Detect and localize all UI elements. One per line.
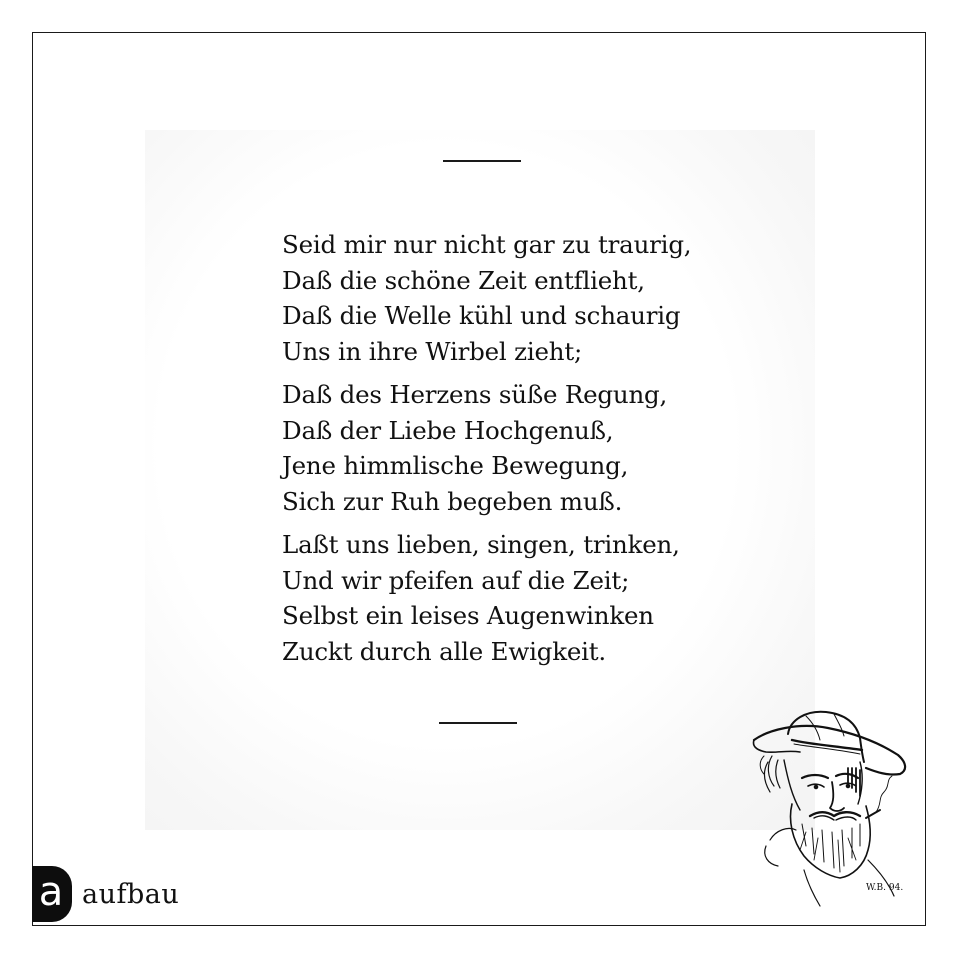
poem bbox=[282, 227, 691, 669]
poem-line: Seid mir nur nicht gar zu traurig, bbox=[282, 230, 692, 259]
logo-letter: a bbox=[38, 869, 64, 915]
poem-line: Sich zur Ruh begeben muß. bbox=[282, 486, 623, 516]
poem-line: Daß der Liebe Hochgenuß, bbox=[282, 415, 614, 445]
bottom-divider bbox=[439, 722, 517, 724]
stanza-2 bbox=[282, 377, 691, 519]
illustration-signature: W.B. 94. bbox=[866, 883, 904, 893]
poem-line: Daß des Herzens süße Regung, bbox=[282, 380, 668, 409]
poem-line: Daß die Welle kühl und schaurig bbox=[282, 301, 681, 330]
top-divider bbox=[443, 160, 521, 162]
poem-line: Zuckt durch alle Ewigkeit. bbox=[282, 636, 607, 666]
poem-line: Und wir pfeifen auf die Zeit; bbox=[282, 565, 630, 595]
poem-line: Laßt uns lieben, singen, trinken, bbox=[282, 530, 680, 559]
publisher-name: aufbau bbox=[82, 878, 180, 910]
poem-line: Jene himmlische Bewegung, bbox=[282, 451, 629, 480]
portrait-sketch-illustration bbox=[748, 700, 918, 910]
stanza-1 bbox=[282, 227, 691, 369]
publisher-logo[interactable] bbox=[32, 866, 179, 922]
poem-line: Selbst ein leises Augenwinken bbox=[282, 601, 654, 630]
poem-line: Uns in ihre Wirbel zieht; bbox=[282, 336, 583, 366]
stanza-3 bbox=[282, 527, 691, 669]
poem-line: Daß die schöne Zeit entflieht, bbox=[282, 265, 645, 295]
logo-mark bbox=[32, 866, 72, 922]
